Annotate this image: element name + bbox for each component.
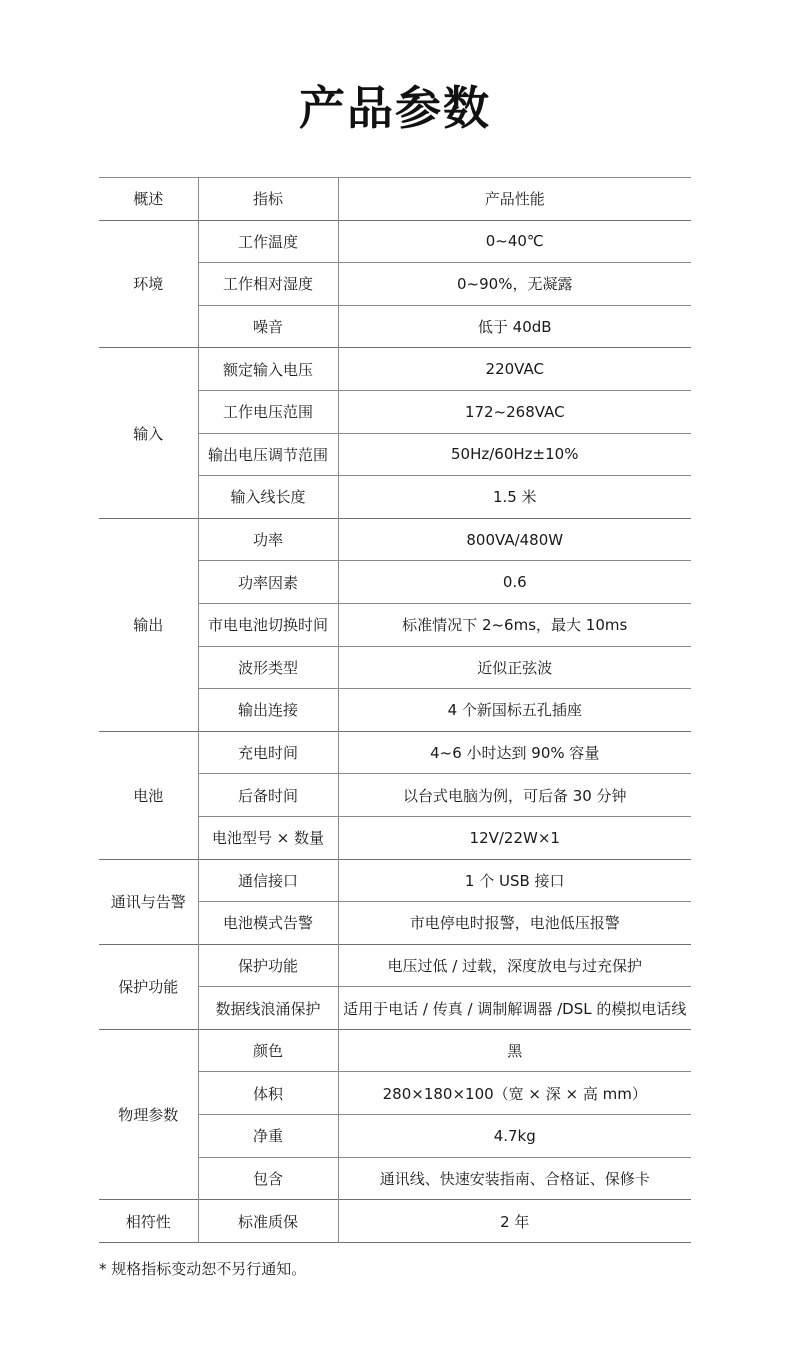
indicator-cell: 标准质保 <box>198 1200 338 1243</box>
indicator-cell: 额定输入电压 <box>198 348 338 391</box>
value-cell: 4.7kg <box>338 1115 691 1158</box>
indicator-cell: 电池型号 × 数量 <box>198 816 338 859</box>
value-cell: 172~268VAC <box>338 390 691 433</box>
table-row <box>99 944 691 987</box>
indicator-cell: 工作电压范围 <box>198 390 338 433</box>
value-cell: 适用于电话 / 传真 / 调制解调器 /DSL 的模拟电话线 <box>338 987 691 1030</box>
indicator-cell: 市电电池切换时间 <box>198 603 338 646</box>
footnote: * 规格指标变动恕不另行通知。 <box>99 1260 307 1278</box>
table-row <box>99 518 691 561</box>
value-cell: 220VAC <box>338 348 691 391</box>
indicator-cell: 后备时间 <box>198 774 338 817</box>
value-cell: 以台式电脑为例，可后备 30 分钟 <box>338 774 691 817</box>
page-title: 产品参数 <box>299 81 491 135</box>
value-cell: 黑 <box>338 1029 691 1072</box>
indicator-cell: 体积 <box>198 1072 338 1115</box>
value-cell: 4~6 小时达到 90% 容量 <box>338 731 691 774</box>
section-name: 保护功能 <box>99 944 198 1029</box>
value-cell: 50Hz/60Hz±10% <box>338 433 691 476</box>
section-name: 输出 <box>99 518 198 731</box>
section-name: 环境 <box>99 220 198 348</box>
indicator-cell: 颜色 <box>198 1029 338 1072</box>
indicator-cell: 输入线长度 <box>198 476 338 519</box>
header-overview: 概述 <box>99 178 198 221</box>
value-cell: 电压过低 / 过载，深度放电与过充保护 <box>338 944 691 987</box>
indicator-cell: 充电时间 <box>198 731 338 774</box>
value-cell: 1.5 米 <box>338 476 691 519</box>
indicator-cell: 数据线浪涌保护 <box>198 987 338 1030</box>
value-cell: 0~90%，无凝露 <box>338 263 691 306</box>
spec-table <box>99 177 691 1243</box>
indicator-cell: 输出电压调节范围 <box>198 433 338 476</box>
header-performance: 产品性能 <box>338 178 691 221</box>
value-cell: 280×180×100（宽 × 深 × 高 mm） <box>338 1072 691 1115</box>
table-row <box>99 1200 691 1243</box>
table-row <box>99 731 691 774</box>
indicator-cell: 保护功能 <box>198 944 338 987</box>
section-name: 输入 <box>99 348 198 518</box>
indicator-cell: 通信接口 <box>198 859 338 902</box>
value-cell: 4 个新国标五孔插座 <box>338 689 691 732</box>
section-name: 通讯与告警 <box>99 859 198 944</box>
section-name: 物理参数 <box>99 1029 198 1199</box>
indicator-cell: 电池模式告警 <box>198 902 338 945</box>
value-cell: 近似正弦波 <box>338 646 691 689</box>
indicator-cell: 输出连接 <box>198 689 338 732</box>
section-name: 相符性 <box>99 1200 198 1243</box>
table-row <box>99 220 691 263</box>
value-cell: 0.6 <box>338 561 691 604</box>
indicator-cell: 波形类型 <box>198 646 338 689</box>
table-row <box>99 348 691 391</box>
table-header-row <box>99 178 691 221</box>
value-cell: 市电停电时报警，电池低压报警 <box>338 902 691 945</box>
spec-table-body <box>99 178 691 1243</box>
indicator-cell: 净重 <box>198 1115 338 1158</box>
indicator-cell: 工作相对湿度 <box>198 263 338 306</box>
indicator-cell: 工作温度 <box>198 220 338 263</box>
indicator-cell: 功率 <box>198 518 338 561</box>
value-cell: 1 个 USB 接口 <box>338 859 691 902</box>
section-name: 电池 <box>99 731 198 859</box>
value-cell: 2 年 <box>338 1200 691 1243</box>
value-cell: 低于 40dB <box>338 305 691 348</box>
value-cell: 800VA/480W <box>338 518 691 561</box>
indicator-cell: 包含 <box>198 1157 338 1200</box>
value-cell: 通讯线、快速安装指南、合格证、保修卡 <box>338 1157 691 1200</box>
header-indicator: 指标 <box>198 178 338 221</box>
value-cell: 12V/22W×1 <box>338 816 691 859</box>
indicator-cell: 功率因素 <box>198 561 338 604</box>
table-row <box>99 859 691 902</box>
value-cell: 标准情况下 2~6ms，最大 10ms <box>338 603 691 646</box>
table-row <box>99 1029 691 1072</box>
indicator-cell: 噪音 <box>198 305 338 348</box>
value-cell: 0~40℃ <box>338 220 691 263</box>
